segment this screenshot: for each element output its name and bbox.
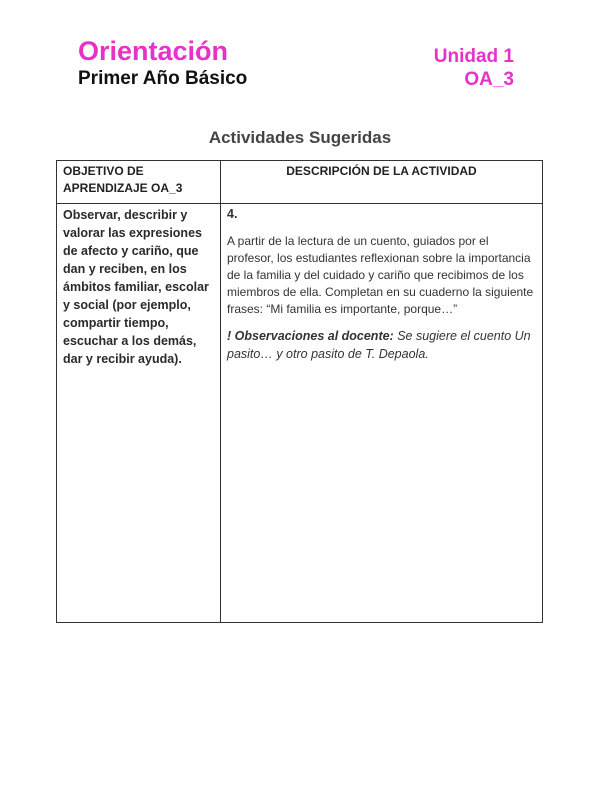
objective-header: OBJETIVO DE APRENDIZAJE OA_3 <box>57 161 221 204</box>
activity-number: 4. <box>227 207 238 221</box>
observation-text: Se sugiere el cuento Un pasito… y otro pasito de T. Depaola. <box>227 329 531 361</box>
objective-cell: Observar, describir y valorar las expresiones de afecto y cariño, que dan y reciben, en los ámbitos familiar, escolar y social (por ejemplo, compartir tiempo, escuchar a los demás, dar y recibir ayuda). <box>57 204 221 623</box>
table-header-row <box>57 161 543 204</box>
observation-label: ! Observaciones al docente: <box>227 329 394 343</box>
grade-level: Primer Año Básico <box>78 68 248 89</box>
unit-label: Unidad 1 <box>433 46 514 67</box>
subject-title: Orientación <box>78 36 229 66</box>
teacher-observation <box>227 327 536 363</box>
oa-code: OA_3 <box>464 69 514 90</box>
description-cell <box>221 204 543 623</box>
activities-table <box>56 160 543 623</box>
activity-description: A partir de la lectura de un cuento, guiados por el profesor, los estudiantes reflexionan sobre la importancia de la familia y del cuidado y cariño que recibimos de los miembros de ella. Completan en su cuaderno la siguiente frases: “Mi familia es importante, porque…” <box>227 234 534 316</box>
table-row <box>57 204 543 623</box>
section-title: Actividades Sugeridas <box>208 128 392 147</box>
description-header: DESCRIPCIÓN DE LA ACTIVIDAD <box>221 161 543 204</box>
